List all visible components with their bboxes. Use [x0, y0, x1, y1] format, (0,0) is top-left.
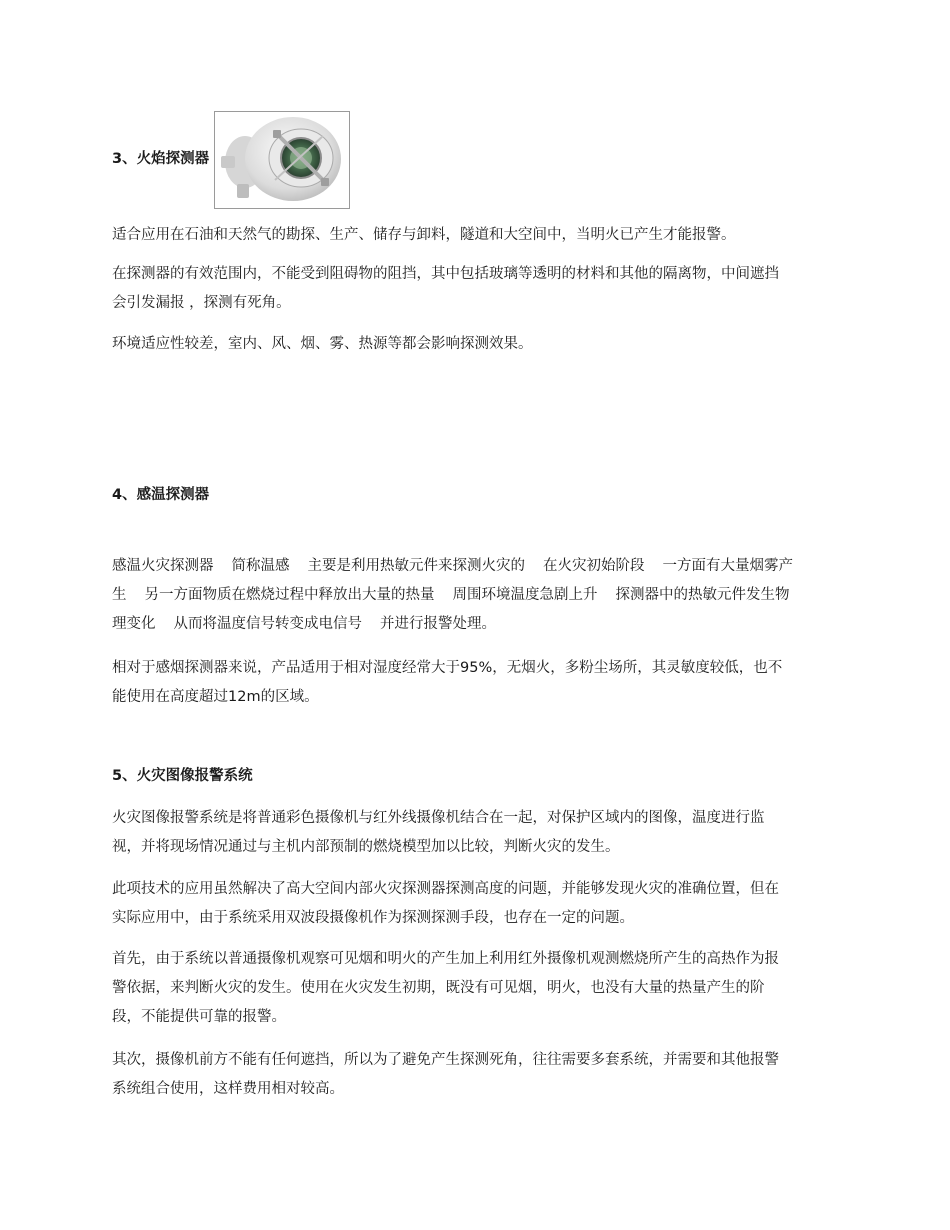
section-3-paragraph-3: 环境适应性较差，室内、风、烟、雾、热源等都会影响探测效果。 — [112, 336, 533, 352]
section-3-heading: 3、火焰探测器 — [112, 151, 210, 167]
section-4-heading: 4、感温探测器 — [112, 487, 210, 503]
section-3-paragraph-1: 适合应用在石油和天然气的勘探、生产、储存与卸料，隧道和大空间中，当明火已产生才能报警。 — [112, 227, 736, 243]
flame-detector-illustration — [215, 112, 350, 209]
section-5-paragraph-4: 其次，摄像机前方不能有任何遮挡，所以为了避免产生探测死角，往往需要多套系统，并需要和其他报警 系统组合使用，这样费用相对较高。 — [112, 1052, 779, 1097]
section-4-paragraph-2: 相对于感烟探测器来说，产品适用于相对湿度经常大于95%，无烟火，多粉尘场所，其灵敏度较低，也不 能使用在高度超过12m的区域。 — [112, 660, 783, 705]
section-5-heading: 5、火灾图像报警系统 — [112, 768, 253, 784]
section-4-paragraph-1: 感温火灾探测器 简称温感 主要是利用热敏元件来探测火灾的 在火灾初始阶段 一方面有大量烟雾产 生 另一方面物质在燃烧过程中释放出大量的热量 周围环境温度急剧上升 探测器中的热敏元件发生物 理变化 从而将温度信号转变成电信号 并进行报警处理。 — [112, 558, 793, 632]
section-3-paragraph-2: 在探测器的有效范围内，不能受到阻碍物的阻挡，其中包括玻璃等透明的材料和其他的隔离物，中间遮挡 会引发漏报 ，探测有死角。 — [112, 266, 779, 311]
flame-detector-image — [214, 111, 350, 209]
section-5-paragraph-3: 首先，由于系统以普通摄像机观察可见烟和明火的产生加上利用红外摄像机观测燃烧所产生的高热作为报 警依据，来判断火灾的发生。使用在火灾发生初期，既没有可见烟，明火，也没有大量的热量产生的阶 段，不能提供可靠的报警。 — [112, 951, 779, 1025]
section-5-paragraph-1: 火灾图像报警系统是将普通彩色摄像机与红外线摄像机结合在一起，对保护区域内的图像，温度进行监 视，并将现场情况通过与主机内部预制的燃烧模型加以比较，判断火灾的发生。 — [112, 810, 765, 855]
section-5-paragraph-2: 此项技术的应用虽然解决了高大空间内部火灾探测器探测高度的问题，并能够发现火灾的准确位置，但在 实际应用中，由于系统采用双波段摄像机作为探测探测手段，也存在一定的问题。 — [112, 881, 779, 926]
